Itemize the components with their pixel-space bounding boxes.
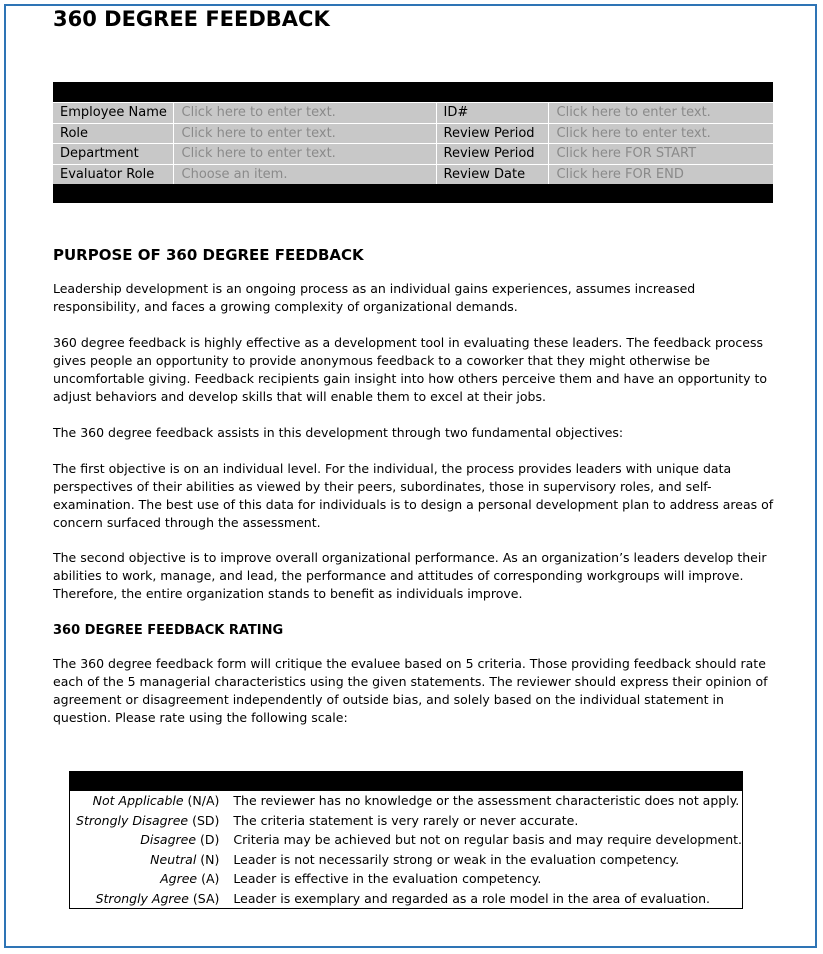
scale-abbr: (D) <box>200 832 220 848</box>
scale-row <box>70 791 742 811</box>
role-field[interactable]: Click here to enter text. <box>173 123 436 144</box>
evaluator-role-label: Evaluator Role <box>53 164 173 184</box>
review-date-label: Review Date <box>436 164 548 184</box>
evaluator-role-dropdown[interactable]: Choose an item. <box>173 164 436 184</box>
scale-description: Leader is effective in the evaluation competency. <box>233 871 542 887</box>
scale-term: Agree <box>160 871 198 887</box>
scale-abbr: (N) <box>200 851 220 867</box>
table-header-bar <box>53 82 773 103</box>
scale-description: Leader is not necessarily strong or weak in the evaluation competency. <box>233 851 680 867</box>
employee-name-label: Employee Name <box>53 103 173 124</box>
review-date-field[interactable]: Click here FOR END <box>548 164 773 184</box>
purpose-heading: PURPOSE OF 360 DEGREE FEEDBACK <box>53 246 364 264</box>
table-footer-bar <box>53 184 773 203</box>
info-row-department <box>53 144 773 165</box>
scale-term: Strongly Disagree <box>76 812 189 828</box>
scale-abbr: (SA) <box>192 890 220 906</box>
employee-info-table <box>53 82 773 203</box>
review-period-start-label: Review Period <box>436 144 548 165</box>
scale-abbr: (A) <box>201 871 220 887</box>
info-row-role <box>53 123 773 144</box>
department-label: Department <box>53 144 173 165</box>
document-title: 360 DEGREE FEEDBACK <box>53 7 330 31</box>
rating-scale-table <box>69 771 743 909</box>
role-label: Role <box>53 123 173 144</box>
info-row-evaluator <box>53 164 773 184</box>
scale-row <box>70 811 742 831</box>
purpose-paragraph-2: 360 degree feedback is highly effective as a development tool in evaluating these leaders. The feedback process gives people an opportunity to provide anonymous feedback to a coworker that they might otherwise be uncomfortable giving. Feedback recipients gain insight into how others perceive them and have an opportunity to adjust behaviors and develop skills that will enable them to excel at their jobs. <box>53 335 768 404</box>
id-field[interactable]: Click here to enter text. <box>548 103 773 124</box>
scale-row <box>70 889 742 909</box>
purpose-paragraph-4: The first objective is on an individual level. For the individual, the process provides leaders with unique data perspectives of their abilities as viewed by their peers, subordinates, those in supervisory roles, and self-examination. The best use of this data for individuals is to design a personal development plan to address areas of concern surfaced through the assessment. <box>53 461 774 530</box>
scale-row <box>70 869 742 889</box>
department-field[interactable]: Click here to enter text. <box>173 144 436 165</box>
employee-name-field[interactable]: Click here to enter text. <box>173 103 436 124</box>
scale-header-bar <box>70 772 742 791</box>
rating-paragraph: The 360 degree feedback form will critique the evaluee based on 5 criteria. Those providing feedback should rate each of the 5 managerial characteristics using the given statements. The reviewer should express their opinion of agreement or disagreement independently of outside bias, and solely based on the individual statement in question. Please rate using the following scale: <box>53 656 768 725</box>
scale-term: Disagree <box>140 832 197 848</box>
scale-row <box>70 850 742 870</box>
scale-description: Leader is exemplary and regarded as a role model in the area of evaluation. <box>233 890 710 906</box>
scale-term: Strongly Agree <box>95 890 189 906</box>
scale-abbr: (SD) <box>192 812 220 828</box>
scale-abbr: (N/A) <box>187 793 220 809</box>
scale-term: Not Applicable <box>92 793 184 809</box>
review-period-start-field[interactable]: Click here FOR START <box>548 144 773 165</box>
scale-description: The criteria statement is very rarely or never accurate. <box>233 812 579 828</box>
purpose-paragraph-3: The 360 degree feedback assists in this development through two fundamental objectives: <box>53 425 624 440</box>
scale-description: Criteria may be achieved but not on regular basis and may require development. <box>233 832 742 848</box>
scale-description: The reviewer has no knowledge or the assessment characteristic does not apply. <box>233 793 740 809</box>
review-period-field[interactable]: Click here to enter text. <box>548 123 773 144</box>
review-period-label: Review Period <box>436 123 548 144</box>
purpose-paragraph-5: The second objective is to improve overall organizational performance. As an organization’s leaders develop their abilities to work, manage, and lead, the performance and attitudes of corresponding workgroups will improve. Therefore, the entire organization stands to benefit as individuals improve. <box>53 550 767 601</box>
scale-row <box>70 830 742 850</box>
purpose-paragraph-1: Leadership development is an ongoing process as an individual gains experiences, assumes increased responsibility, and faces a growing complexity of organizational demands. <box>53 281 696 314</box>
scale-term: Neutral <box>150 851 197 867</box>
id-label: ID# <box>436 103 548 124</box>
rating-heading: 360 DEGREE FEEDBACK RATING <box>53 623 284 638</box>
info-row-employee <box>53 103 773 124</box>
